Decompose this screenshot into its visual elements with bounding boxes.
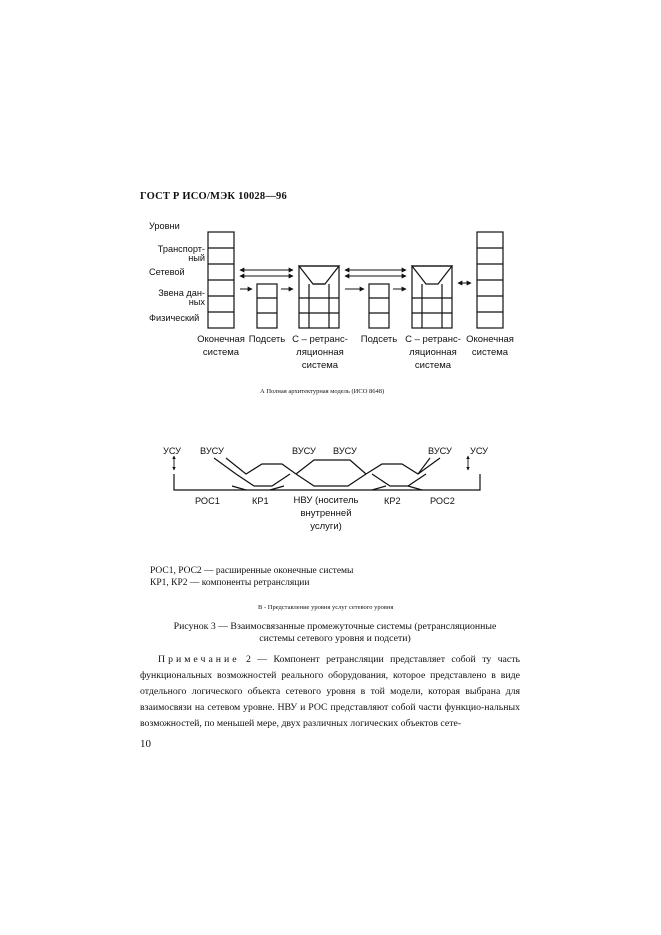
level-network: Сетевой (149, 267, 185, 277)
note-text: 2 — Компонент ретрансляции представляет собой ту часть функциональных возможностей реального оборудования, которое представлено в виде отдельного логического объекта сетевого уровня в той модели, которая выбрана для взаимосвязи на сетевом уровне. НВУ и РОС представляют собой части функцио-нальных возможностей, по меньшей мере, двух различных логических объектов сете- (140, 654, 520, 729)
label-vusu-1: ВУСУ (200, 446, 224, 456)
caption-end-system-right: Оконечная система (466, 334, 514, 358)
ros-frame (174, 474, 480, 490)
page-number: 10 (140, 738, 151, 750)
caption-subnet-1: Подсеть (248, 334, 286, 345)
level-datalink-line2: ных (188, 297, 205, 307)
level-physical: Физический (149, 313, 200, 323)
kr1-shape (236, 474, 290, 486)
label-vusu-2: ВУСУ (292, 446, 316, 456)
label-ros2: РОС2 (430, 496, 455, 506)
level-datalink-line1: Звена дан- (158, 288, 205, 298)
legend-line-1: РОС1, РОС2 — расширенные оконечные системы (150, 566, 354, 576)
figure-caption-line-2: системы сетевого уровня и подсети) (259, 633, 411, 644)
figure-a-subcaption: А Полная архитектурная модель (ИСО 8648) (260, 388, 385, 395)
level-transport-line1: Транспорт- (157, 244, 205, 254)
figure-caption (140, 621, 530, 645)
label-vusu-3: ВУСУ (333, 446, 357, 456)
nvu-shape (296, 474, 366, 486)
document-header: ГОСТ Р ИСО/МЭК 10028—96 (140, 191, 287, 202)
label-nvu: НВУ (носитель внутренней услуги) (293, 495, 359, 532)
legend (150, 565, 353, 589)
caption-relay-system-2: С – ретранс- ляционная система (405, 334, 461, 371)
service-line-3 (296, 460, 366, 474)
service-line-2 (226, 458, 296, 474)
level-transport-line2: ный (188, 253, 205, 263)
levels-title: Уровни (149, 221, 180, 231)
label-vusu-4: ВУСУ (428, 446, 452, 456)
figure-b-subcaption: В - Представление уровня услуг сетевого уровня (258, 604, 394, 611)
label-kr1: КР1 (252, 496, 269, 506)
label-usu-right: УСУ (470, 446, 489, 456)
caption-end-system-left: Оконечная система (197, 334, 245, 358)
kr2-shape (372, 474, 426, 486)
figure-caption-line-1: Рисунок 3 — Взаимосвязанные промежуточные системы (ретрансляционные (173, 621, 497, 632)
label-usu-left: УСУ (163, 446, 182, 456)
label-ros1: РОС1 (195, 496, 220, 506)
caption-subnet-2: Подсеть (360, 334, 398, 345)
service-line-1 (214, 458, 236, 474)
note-lead: Примечание (158, 654, 240, 665)
note-paragraph (140, 652, 520, 732)
legend-line-2: КР1, КР2 — компоненты ретрансляции (150, 578, 310, 588)
label-kr2: КР2 (384, 496, 401, 506)
caption-relay-system-1: С – ретранс- ляционная система (292, 334, 348, 371)
